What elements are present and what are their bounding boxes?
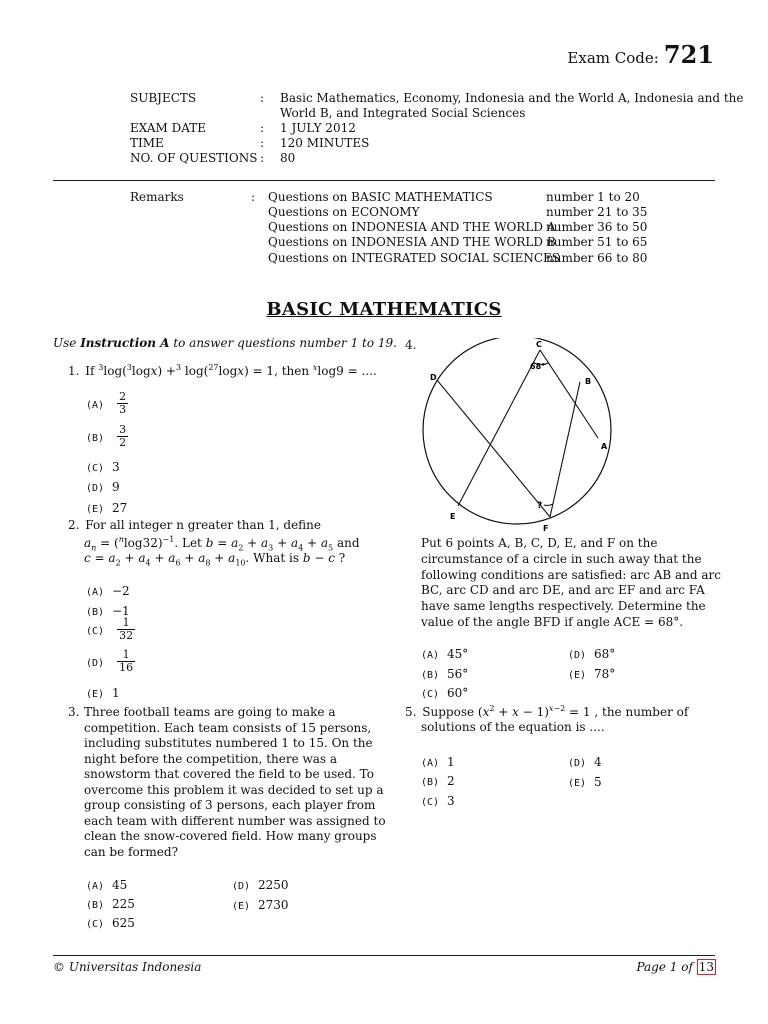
- point-label-d: D: [430, 373, 437, 382]
- option-label: (B): [421, 777, 440, 788]
- instruction-bold: Instruction A: [80, 336, 170, 350]
- q3-option[interactable]: [86, 912, 135, 931]
- option-value: 3: [112, 460, 120, 474]
- question-number: 2.: [68, 518, 80, 532]
- chord-bf: [550, 382, 580, 517]
- option-label: (A): [86, 881, 105, 892]
- question-1: 1. If $^3$log($^3$logx) +$^3$ log($^{27}$logx) = 1, then $^x$log9 = ....: [68, 363, 377, 378]
- option-value: 2250: [258, 878, 289, 892]
- instruction: [53, 336, 397, 350]
- option-label: (E): [568, 778, 587, 789]
- question-number: 5.: [405, 705, 417, 719]
- info-value: 1 JULY 2012: [280, 121, 356, 135]
- option-value: −1: [112, 604, 130, 618]
- option-value: 27: [112, 501, 128, 515]
- chord-df: [437, 380, 550, 517]
- circle-diagram: [418, 338, 618, 538]
- question-2-formula: $c = a_2 + a_4 + a_6 + a_8 + a_{10}$. What is b − c ?: [84, 551, 346, 568]
- q4-option[interactable]: [568, 643, 615, 662]
- option-label: (E): [86, 504, 105, 515]
- info-value: World B, and Integrated Social Sciences: [280, 106, 526, 120]
- option-label: (A): [421, 650, 440, 661]
- q2-option[interactable]: [86, 617, 135, 642]
- option-value: 625: [112, 916, 135, 930]
- point-label-a: A: [601, 442, 608, 451]
- info-label: EXAM DATE: [130, 121, 207, 135]
- question-5: 5. Suppose $(x^2 + x - 1)^{x-2} = 1$ , the number of: [405, 704, 689, 719]
- point-label-f: F: [543, 524, 549, 533]
- q4-option[interactable]: [421, 682, 468, 701]
- exam-code-label: Exam Code:: [567, 49, 659, 67]
- info-colon: :: [260, 91, 265, 105]
- option-value: 1: [112, 686, 120, 700]
- option-value: 2730: [258, 898, 289, 912]
- header-divider: [53, 180, 715, 181]
- angle-label: 68°: [530, 362, 546, 371]
- option-label: (B): [86, 900, 105, 911]
- info-label: NO. OF QUESTIONS: [130, 151, 258, 165]
- q1-option[interactable]: [86, 476, 120, 495]
- option-label: (D): [568, 758, 587, 769]
- remarks-row-range: number 66 to 80: [546, 251, 648, 265]
- info-value: 80: [280, 151, 296, 165]
- q4-option[interactable]: [421, 663, 468, 682]
- q5-option[interactable]: [421, 790, 455, 809]
- q4-option[interactable]: [568, 663, 615, 682]
- question-2: [68, 518, 321, 532]
- info-value: 120 MINUTES: [280, 136, 370, 150]
- remarks-row-range: number 21 to 35: [546, 205, 648, 219]
- info-colon: :: [260, 121, 265, 135]
- q5-option[interactable]: [421, 751, 455, 770]
- option-label: (A): [421, 758, 440, 769]
- footer-divider: [53, 955, 715, 956]
- q3-option[interactable]: [86, 874, 127, 893]
- info-colon: :: [260, 151, 265, 165]
- option-value: 78°: [594, 667, 616, 681]
- institution: Universitas Indonesia: [68, 960, 202, 974]
- option-fraction: $\frac{1}{32}$: [119, 616, 134, 642]
- option-label: (C): [86, 463, 105, 474]
- q3-option[interactable]: [232, 894, 289, 913]
- option-fraction: $\frac{3}{2}$: [119, 423, 127, 449]
- remarks-label: Remarks: [130, 190, 184, 204]
- instruction-post: to answer questions number 1 to 19.: [169, 336, 397, 350]
- option-label: (C): [421, 689, 440, 700]
- option-label: (B): [86, 607, 105, 618]
- chord-ca: [540, 350, 598, 438]
- remarks-row-range: number 1 to 20: [546, 190, 640, 204]
- option-value: 56°: [447, 667, 469, 681]
- option-value: 60°: [447, 686, 469, 700]
- option-value: 2: [447, 774, 455, 788]
- remarks-row-text: Questions on ECONOMY: [268, 205, 420, 219]
- option-label: (C): [421, 797, 440, 808]
- option-label: (E): [86, 689, 105, 700]
- question-4-text: Put 6 points A, B, C, D, E, and F on the circumstance of a circle in such away that the following conditions are satisfied: arc AB and arc BC, arc CD and arc DE, and arc EF and arc FA have same lengths respectively. Determine the value of the angle BFD if angle ACE = 68°.: [421, 536, 721, 629]
- option-value: 4: [594, 755, 602, 769]
- remarks-colon: :: [251, 190, 256, 204]
- unknown-angle-label: ?: [537, 501, 543, 511]
- q1-option[interactable]: [86, 391, 128, 416]
- q2-option[interactable]: [86, 580, 130, 599]
- q1-option[interactable]: [86, 424, 128, 449]
- option-label: (C): [86, 626, 105, 637]
- option-value: 3: [447, 794, 455, 808]
- option-label: (E): [232, 901, 251, 912]
- option-value: 45: [112, 878, 128, 892]
- question-2-formula: $a_n = (^n\log 32)^{-1}$. Let $b = a_2 + a_3 + a_4 + a_5$ and: [84, 535, 360, 553]
- q4-option[interactable]: [421, 643, 468, 662]
- question-number: 1.: [68, 364, 80, 378]
- q5-option[interactable]: [421, 770, 455, 789]
- question-text: For all integer n greater than 1, define: [85, 518, 322, 532]
- section-title: BASIC MATHEMATICS: [266, 299, 502, 320]
- exam-code: [567, 40, 714, 69]
- option-label: (D): [568, 650, 587, 661]
- total-pages-link[interactable]: 13: [698, 960, 714, 974]
- option-label: (D): [86, 483, 105, 494]
- q1-option[interactable]: [86, 456, 120, 475]
- option-label: (B): [86, 433, 105, 444]
- option-label: (A): [86, 587, 105, 598]
- option-value: 68°: [594, 647, 616, 661]
- question-3-text: Three football teams are going to make a competition. Each team consists of 15 persons, including substitutes numbered 1 to 15. On the night before the competition, there was a snowstorm that covered the field to be used. To overcome this problem it was decided to set up a group consisting of 3 persons, each player from each team with different number was assigned to clean the snow-covered field. How many groups can be formed?: [84, 705, 386, 859]
- chord-ce: [458, 350, 540, 506]
- option-value: 225: [112, 897, 135, 911]
- question-3-number: 3.: [68, 705, 80, 719]
- option-fraction: $\frac{1}{16}$: [119, 648, 134, 674]
- footer-page: [636, 960, 716, 974]
- remarks-row-range: number 36 to 50: [546, 220, 648, 234]
- remarks-row-text: Questions on INDONESIA AND THE WORLD A: [268, 220, 556, 234]
- question-5-text: solutions of the equation is ....: [421, 720, 605, 734]
- remarks-row-text: Questions on INTEGRATED SOCIAL SCIENCES: [268, 251, 561, 265]
- info-value: Basic Mathematics, Economy, Indonesia and the World A, Indonesia and the: [280, 91, 744, 105]
- remarks-row-text: Questions on BASIC MATHEMATICS: [268, 190, 493, 204]
- option-label: (B): [421, 670, 440, 681]
- exam-code-value: 721: [663, 40, 714, 69]
- option-value: 5: [594, 775, 602, 789]
- option-value: 9: [112, 480, 120, 494]
- option-value: 1: [447, 755, 455, 769]
- circle: [423, 338, 611, 524]
- info-colon: :: [260, 136, 265, 150]
- instruction-pre: Use: [53, 336, 81, 350]
- page-prefix: Page 1 of: [636, 960, 693, 974]
- option-label: (A): [86, 400, 105, 411]
- option-value: −2: [112, 584, 130, 598]
- point-label-b: B: [585, 377, 592, 386]
- option-label: (C): [86, 919, 105, 930]
- q3-option[interactable]: [86, 893, 135, 912]
- q2-option[interactable]: [86, 649, 135, 674]
- question-4-number: 4.: [405, 338, 417, 352]
- q5-option[interactable]: [568, 771, 602, 790]
- point-label-e: E: [450, 512, 456, 521]
- q5-option[interactable]: [568, 751, 602, 770]
- option-label: (D): [86, 658, 105, 669]
- angle-arc-f: [544, 504, 553, 505]
- option-value: 45°: [447, 647, 469, 661]
- option-fraction: $\frac{2}{3}$: [119, 390, 127, 416]
- info-label: TIME: [130, 136, 164, 150]
- q2-option[interactable]: [86, 682, 120, 701]
- copyright-icon: ©: [53, 960, 65, 974]
- info-label: SUBJECTS: [130, 91, 197, 105]
- option-label: (D): [232, 881, 251, 892]
- footer-copyright: [53, 960, 201, 974]
- remarks-row-text: Questions on INDONESIA AND THE WORLD B: [268, 235, 556, 249]
- q1-option[interactable]: [86, 497, 127, 516]
- remarks-row-range: number 51 to 65: [546, 235, 648, 249]
- q3-option[interactable]: [232, 874, 289, 893]
- point-label-c: C: [536, 340, 542, 349]
- option-label: (E): [568, 670, 587, 681]
